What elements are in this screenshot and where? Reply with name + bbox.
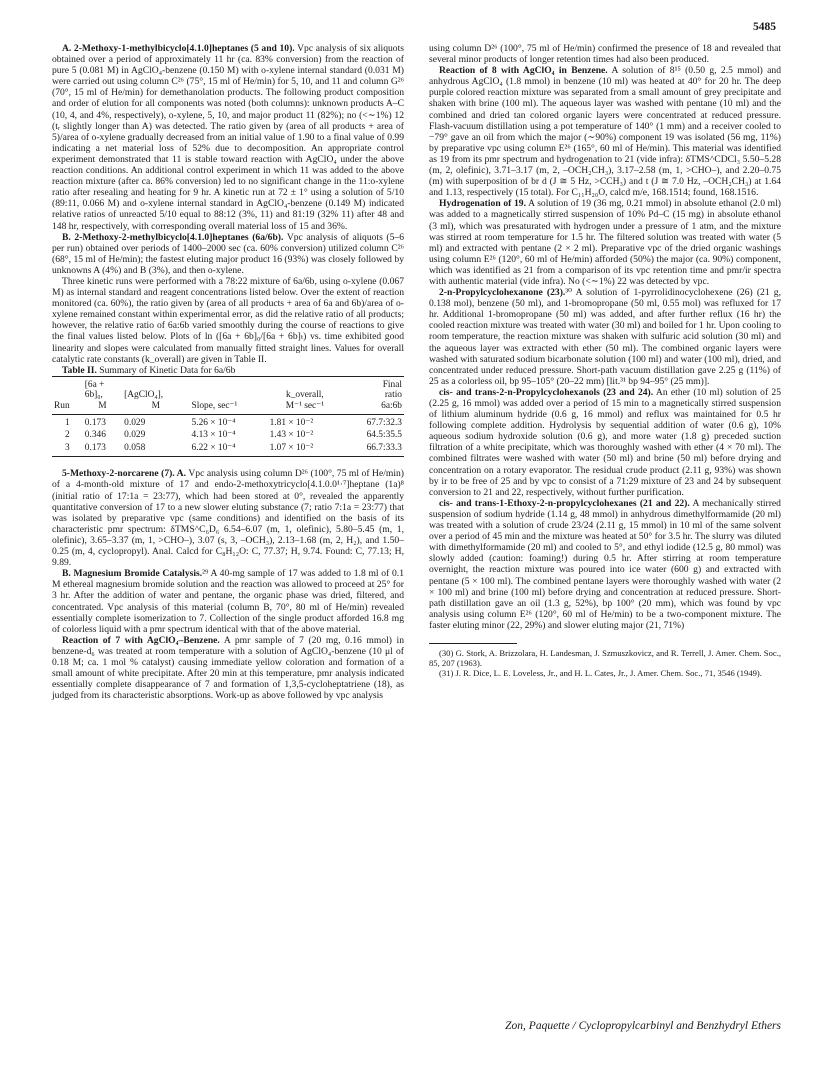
- paragraph-body: A solution of 19 (36 mg, 0.21 mmol) in absolute ethanol (2.0 ml) was added to a magnetically stirred suspension of 10% Pd–C (15 mg) in absolute ethanol (3 ml), which was presaturated with hydrogen under a pressure of 1 atm, and the mixture was stirred at room temperature for 1.5 hr. The filtered solution was treated with water (5 ml) and extracted with pentane (2 × 2 ml). Preparative vpc of the dried organic washings using column E²⁶ (120°, 60 ml of He/min) afforded (50%) the major (ca. 90%) component, which was identified as 21 from a comparison of its vpc retention time and pmr/ir spectra with authentic material (vide infra). No (<∼1%) 22 was detected by vpc.: [429, 198, 782, 287]
- paragraph-continuation: using column D²⁶ (100°, 75 ml of He/min) confirmed the presence of 18 and revealed that several minor products of longer retention times had also been produced.: [429, 43, 781, 66]
- table-row: [52, 442, 404, 457]
- paragraph-heading: 5-Methoxy-2-norcarene (7). A.: [62, 468, 187, 480]
- footnote-30: (30) G. Stork, A. Brizzolara, H. Landesman, J. Szmuszkovicz, and R. Terrell, J. Amer. Chem. Soc., 85, 207 (1963).: [429, 647, 781, 668]
- table-header-conc: [6a +: [83, 376, 122, 390]
- cell-slope: 5.26 × 10⁻⁴: [191, 417, 236, 428]
- paragraph-mgbr: [52, 568, 404, 635]
- paragraph-body: Vpc analysis of aliquots (5–6 per run) obtained over periods of 1400–2000 sec (ca. 60% conversion) utilized column C²⁶ (68°, 15 ml of He/min); the fastest eluting major product 16 (93%) was closely followed by unknowns A (4%) and B (3%), and then o-xylene.: [52, 231, 405, 276]
- cell-k: 1.43 × 10⁻²: [269, 430, 314, 441]
- paragraph-5-and-10: [52, 43, 404, 232]
- left-column: [52, 43, 404, 701]
- cell-slope: 4.13 × 10⁻⁴: [191, 430, 236, 441]
- cell-run: 1: [65, 417, 70, 428]
- cell-ratio: 66.7:33.3: [342, 442, 404, 457]
- paragraph-body: An ether (10 ml) solution of 25 (2.25 g, 16 mmol) was added over a period of 15 min to a magnetically stirred suspension of lithium aluminum hydride (0.6 g, 16 mmol) and reflux was maintained for 0.5 hr following complete addition. Hydrolysis by sequential addition of water (0.6 g), 10% aqueous sodium hydroxide solution (0.6 g), and more water (1.8 g) preceded suction filtration of a white precipitate, which was thoroughly washed with ether (4 × 70 ml). The combined filtrates were washed with water (50 ml) and brine (50 ml) before drying and concentration on a rotary evaporator. The residual crude product (2.11 g, 93%) was shown by ir to be free of 25 and by vpc to consist of a 71:29 mixture of 23 and 24 by subsequent conversion to 21 and 22, respectively, without further purification.: [429, 386, 782, 498]
- paragraph-reaction-8: [429, 65, 781, 198]
- paragraph-body: Vpc analysis of six aliquots obtained over a period of approximately 11 hr (ca. 83% conversion) from the reaction of pure 5 (0.081 M) in AgClO₄-benzene (0.150 M) with o-xylene internal standard (0.031 M) were carried out using column C²⁶ (75°, 15 ml of He/min) for 5, 10, and 11 and column G²⁶ (70°, 15 ml of He/min) for demethanolation products. The following product composition and order of elution for all components was noted (both columns): unknown products A–C (10, 4, and 4%, respectively), o-xylene, 5, 10, and major product 11 (82%); no (<∼1%) 12 (tᵣ slightly longer than A) was detected. The ratio given by (area of all products + area of 5)/area of o-xylene gradually decreased from an initial value of 1.90 to a final value of 0.99 indicating a net material loss of 52% due to decomposition. An appropriate control experiment demonstrated that 11 is stable toward reaction with AgClO₄ under the above reaction conditions. An additional control experiment in which 11 was added to the above reaction mixture (after ca. 86% conversion) led to no significant change in the 11:o-xylene ratio after resealing and heating for 9 hr. A kinetic run at 72 ± 1° using a solution of 5/10 (89:11, 0.066 M) and o-xylene internal standard in AgClO₄-benzene (0.149 M) indicated relative ratios of unreacted 5/10 equal to 88:12 (3%, 11) and 81:19 (32% 11) after 48 and 148 hr, respectively, with corresponding overall material loss of 15 and 36%.: [52, 43, 404, 232]
- table-header-run: Run: [52, 401, 83, 414]
- paragraph-heading: Reaction of 8 with AgClO₄ in Benzene.: [439, 65, 608, 77]
- kinetic-data-table: [52, 376, 404, 458]
- table-header-agclo4: [AgClO₄],: [124, 390, 164, 401]
- paragraph-heading: cis- and trans-1-Ethoxy-2-n-propylcyclohexanes (21 and 22).: [439, 497, 690, 509]
- paragraph-body: Vpc analysis using column D²⁶ (100°, 75 ml of He/min) of a 4-month-old mixture of 17 and endo-2-methoxytricyclo[4.1.0.0¹·⁷]heptane (1a)⁸ (initial ratio of 17:1a = 23:77), which had been stored at 0°, revealed the apparently quantitative conversion of 17 to a new slower eluting substance (7; ratio 7:1a = 23:77) that was isolated by preparative vpc (same conditions) and identified on the basis of its characteristic pmr spectrum: δTMS^C₆D₆ 6.54–6.07 (m, 1, olefinic), 5.80–5.45 (m, 1, olefinic), 3.65–3.37 (m, 1, >CHO–), 3.07 (s, 3, –OCH₃), 2.13–1.68 (m, 2, H₂), and 1.50–0.25 (m, 4, cyclopropyl). Anal. Calcd for C₈H₁₂O: C, 77.37; H, 9.74. Found: C, 77.13; H, 9.89.: [52, 468, 404, 569]
- cell-agclo4: 0.029: [124, 417, 146, 428]
- paragraph-heading: B. Magnesium Bromide Catalysis.: [62, 568, 203, 580]
- cell-conc: 0.173: [83, 442, 122, 457]
- cell-slope: 6.22 × 10⁻⁴: [190, 442, 268, 457]
- table-header-ratio: ratio: [384, 390, 402, 401]
- table-label: Table II.: [62, 364, 97, 376]
- running-footer: Zon, Paquette / Cyclopropylcarbinyl and Benzhydryl Ethers: [505, 1020, 781, 1032]
- cell-run: 2: [65, 430, 70, 441]
- paragraph-heading: Hydrogenation of 19.: [439, 198, 526, 210]
- paragraph-body: ²⁹ A 40-mg sample of 17 was added to 1.8 ml of 0.1 M ethereal magnesium bromide solution and the reaction was allowed to proceed at 25° for 3 hr. After the addition of water and pentane, the organic phase was dried, filtered, and concentrated. Vpc analysis of this material (column B, 70°, 80 ml of He/min) revealed essentially complete isomerization to 7. Collection of the single product afforded 16.8 mg of colorless liquid with a pmr spectrum identical with that of the above material.: [52, 568, 405, 635]
- paragraph-norcarene: [52, 468, 404, 568]
- footnote-divider: [429, 643, 517, 644]
- table-header-slope: Slope, sec⁻¹: [190, 401, 268, 414]
- table-header-ratio: 6a:6b: [342, 401, 404, 414]
- cell-k: 1.81 × 10⁻²: [269, 417, 314, 428]
- cell-conc: 0.173: [84, 417, 106, 428]
- table-header-agclo4: M: [122, 401, 189, 414]
- paragraph-hydrogenation: [429, 198, 781, 287]
- table-row: [52, 414, 404, 429]
- cell-ratio: 67.7:32.3: [366, 417, 402, 428]
- paragraph-propylcyclohexanols: [429, 387, 781, 498]
- paragraph-heading: 2-n-Propylcyclohexanone (23).: [439, 287, 566, 299]
- right-column: [429, 43, 781, 678]
- paragraph-kinetic-runs: Three kinetic runs were performed with a 78:22 mixture of 6a/6b, using o-xylene (0.067 M) as internal standard and reagent concentrations listed below. Over the extent of reaction monitored (ca. 60%), the ratio given by (area of all products + area of 6a and 6b)/area of o-xylene remained constant within experimental error, as did the relative ratio of all products; however, the relative ratio of 6a:6b varied smoothly during the course of reactions to give the final values listed below. Plots of ln ([6a + 6b]₀/[6a + 6b]ₜ) vs. time exhibited good linearity and slopes were calculated from manually fitted straight lines. Values for overall catalytic rate constants (k_overall) are given in Table II.: [52, 275, 404, 365]
- paragraph-propylcyclohexanone: [429, 287, 781, 387]
- cell-agclo4: 0.058: [122, 442, 189, 457]
- table-header-conc: 6b]₀,: [84, 390, 103, 401]
- table-header-conc: M: [83, 401, 122, 414]
- footnote-31: (31) J. R. Dice, L. E. Loveless, Jr., and H. L. Cates, Jr., J. Amer. Chem. Soc., 71, 3546 (1949).: [439, 667, 762, 678]
- cell-run: 3: [52, 442, 83, 457]
- paragraph-body: A solution of 8¹⁵ (0.50 g, 2.5 mmol) and anhydrous AgClO₄ (1.8 mmol) in benzene (10 ml) was heated at 40° for 20 hr. The deep purple colored reaction mixture was separated from a small amount of grey precipitate and shaken with brine (100 ml). The aqueous layer was washed with pentane (10 ml) and the combined and dried tan colored organic layers were concentrated at reduced pressure. Flash-vacuum distillation using a pot temperature of 140° (1 mm) and a receiver cooled to −79° gave an oil from which the major (∼90%) component 19 was isolated (56 mg, 11%) by preparative vpc using column E²⁶ (165°, 60 ml of He/min). This material was identified as 19 from its pmr spectrum and hydrogenation to 21 (vide infra): δTMS^CDCl₃ 5.50–5.28 (m, 2, olefinic), 3.71–3.17 (m, 2, –OCH₂CH₃), 3.17–2.58 (m, 1, >CHO–), and 2.20–0.75 (m) with superposition of br d (J ≅ 5 Hz, >CCH₃) and t (J ≅ 7.0 Hz, –OCH₂CH₃) at 1.64 and 1.13, respectively (15 total). For C₁₁H₂₀O, calcd m/e, 168.1514; found, 168.1516.: [429, 65, 781, 199]
- paragraph-reaction-7: [52, 635, 404, 702]
- table-title: [52, 365, 404, 376]
- page-number: 5485: [753, 21, 776, 33]
- paragraph-body: A pmr sample of 7 (20 mg, 0.16 mmol) in benzene-d₆ was treated at room temperature with a solution of AgClO₄-benzene (10 μl of 0.18 M; ca. 1 mol % catalyst) causing immediate yellow coloration and formation of a small amount of white precipitate. After 20 min at this temperature, pmr analysis indicated essentially complete disappearance of 7 and formation of 1,3,5-cycloheptatriene (18), as judged from its characteristic absorptions. Work-up as above followed by vpc analysis: [52, 634, 404, 702]
- table-row: [52, 429, 404, 442]
- cell-k: 1.07 × 10⁻²: [268, 442, 343, 457]
- table-header-k: k_overall,: [286, 390, 324, 401]
- paragraph-ethoxy: [429, 498, 781, 631]
- paragraph-heading: cis- and trans-2-n-Propylcyclohexanols (23 and 24).: [439, 386, 654, 398]
- table-header-ratio: Final: [342, 376, 404, 390]
- paragraph-body: ³⁰ A solution of 1-pyrrolidinocyclohexene (26) (21 g, 0.138 mol), benzene (50 ml), and 1-bromopropane (50 ml, 0.55 mol) was refluxed for 17 hr. Additional 1-bromopropane (50 ml) was added, and after further reflux (16 hr) the cooled reaction mixture was treated with water (30 ml) and boiled for 1 hr. Upon cooling to room temperature, the reaction mixture was shaken with sulfuric acid solution (30 ml) and the aqueous layer was extracted with ether (50 ml). The combined organic layers were washed with saturated sodium bicarbonate solution (100 ml) and water (100 ml), dried, and concentrated under reduced pressure. Short-path vacuum distillation gave 2.25 g (11%) of 25 as a colorless oil, bp 95–105° (20–22 mm) [lit.³¹ bp 94–95° (25 mm)].: [429, 287, 781, 387]
- table-caption: Summary of Kinetic Data for 6a/6b: [99, 364, 236, 376]
- paragraph-heading: B. 2-Methoxy-2-methylbicyclo[4.1.0]heptanes (6a/6b).: [62, 231, 284, 243]
- cell-ratio: 64.5:35.5: [366, 430, 402, 441]
- cell-conc: 0.346: [84, 430, 106, 441]
- cell-agclo4: 0.029: [124, 430, 146, 441]
- paragraph-body: A mechanically stirred suspension of sodium hydride (1.14 g, 48 mmol) in anhydrous dimethylformamide (20 ml) was treated with a solution of crude 23/24 (2.11 g, 15 mmol) in 10 ml of the same solvent over a period of 45 min and the mixture was heated at 50° for 3.5 hr. The slurry was diluted with dimethylformamide (20 ml) and cooled to 5°, and ethyl iodide (12.5 g, 80 mmol) was slowly added (caution: foaming!) during 0.5 hr. After stirring at room temperature overnight, the reaction mixture was poured into ice water (600 g) and extracted with pentane (5 × 100 ml). The combined pentane layers were thoroughly washed with water (2 × 100 ml) and brine (100 ml) before drying and concentration at reduced pressure. Short-path distillation gave an oil (1.3 g, 52%), bp 100° (20 mm), which was found by vpc analysis using column E²⁶ (120°, 60 ml of He/min) to be a two-component mixture. The faster eluting minor (22, 29%) and slower eluting major (21, 71%): [429, 497, 781, 631]
- table-header-k: M⁻¹ sec⁻¹: [268, 401, 343, 414]
- paragraph-heading: A. 2-Methoxy-1-methylbicyclo[4.1.0]heptanes (5 and 10).: [62, 43, 295, 54]
- paragraph-heading: Reaction of 7 with AgClO₄–Benzene.: [62, 634, 220, 646]
- paragraph-6a-6b: [52, 232, 404, 276]
